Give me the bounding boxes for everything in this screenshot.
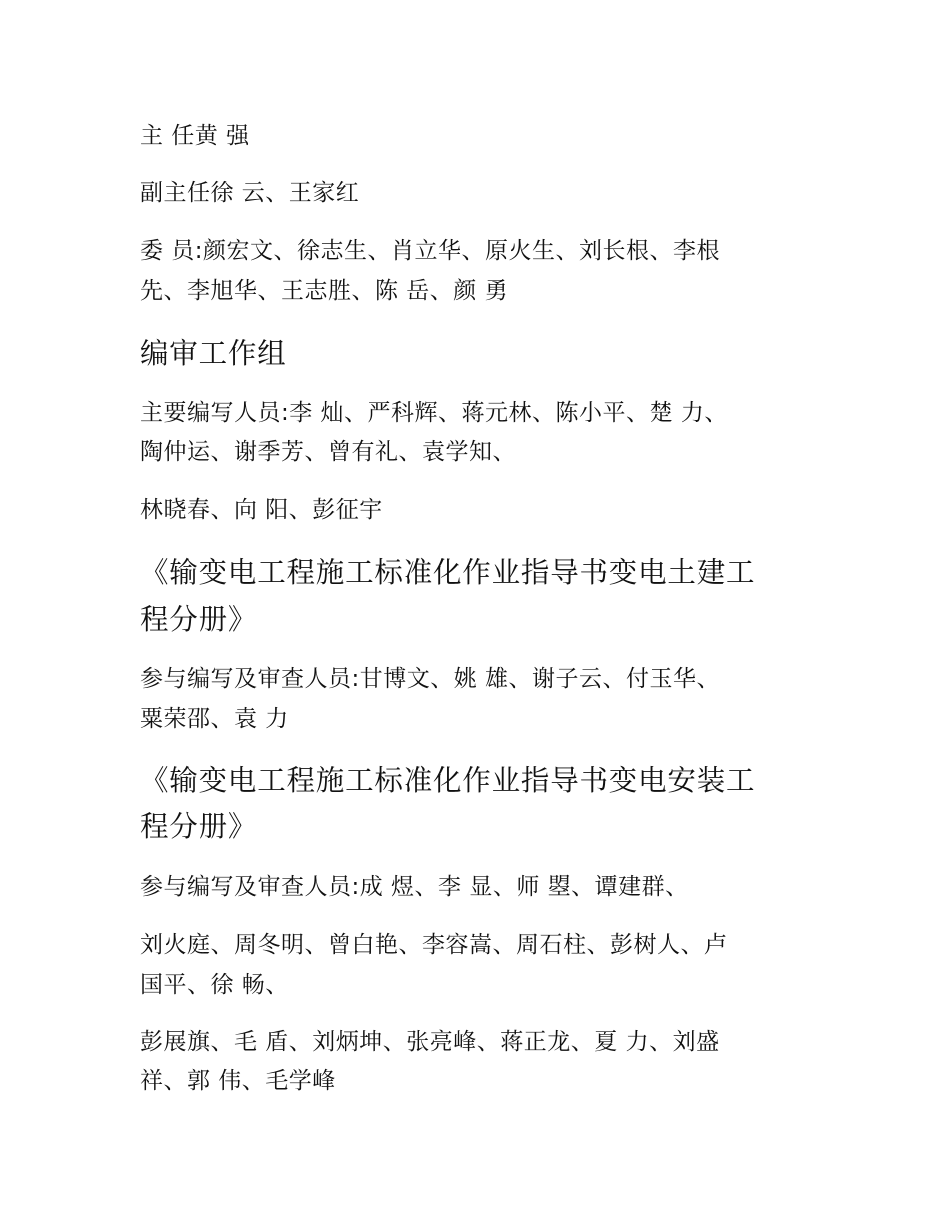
committee-members-line-1: 委 员:颜宏文、徐志生、肖立华、原火生、刘长根、李根 [140, 238, 721, 264]
installation-volume-staff-line-4: 彭展旗、毛 盾、刘炳坤、张亮峰、蒋正龙、夏 力、刘盛 [140, 1029, 720, 1055]
installation-volume-heading-line-1: 《输变电工程施工标准化作业指导书变电安装工 [140, 764, 756, 797]
civil-volume-staff-line-2: 粟荣邵、袁 力 [140, 706, 289, 732]
installation-volume-staff-line-1: 参与编写及审查人员:成 煜、李 显、师 曌、谭建群、 [140, 874, 689, 900]
editorial-writers-line-2: 陶仲运、谢季芳、曾有礼、袁学知、 [140, 439, 516, 465]
civil-volume-staff-line-1: 参与编写及审查人员:甘博文、姚 雄、谢子云、付玉华、 [140, 666, 721, 692]
editorial-writers-line-3: 林晓春、向 阳、彭征宇 [140, 497, 383, 523]
installation-volume-staff-line-2: 刘火庭、周冬明、曾白艳、李容嵩、周石柱、彭树人、卢 [140, 932, 728, 958]
civil-volume-heading-line-1: 《输变电工程施工标准化作业指导书变电土建工 [140, 556, 756, 589]
civil-volume-heading-line-2: 程分册》 [140, 603, 258, 636]
committee-director: 主 任黄 强 [140, 123, 250, 149]
committee-members-line-2: 先、李旭华、王志胜、陈 岳、颜 勇 [140, 278, 509, 304]
editorial-group-heading: 编审工作组 [140, 337, 287, 370]
installation-volume-staff-line-3: 国平、徐 畅、 [140, 972, 289, 998]
installation-volume-staff-line-5: 祥、郭 伟、毛学峰 [140, 1068, 336, 1094]
committee-deputy-director: 副主任徐 云、王家红 [140, 180, 360, 206]
editorial-writers-line-1: 主要编写人员:李 灿、严科辉、蒋元林、陈小平、楚 力、 [140, 400, 728, 426]
installation-volume-heading-line-2: 程分册》 [140, 810, 258, 843]
